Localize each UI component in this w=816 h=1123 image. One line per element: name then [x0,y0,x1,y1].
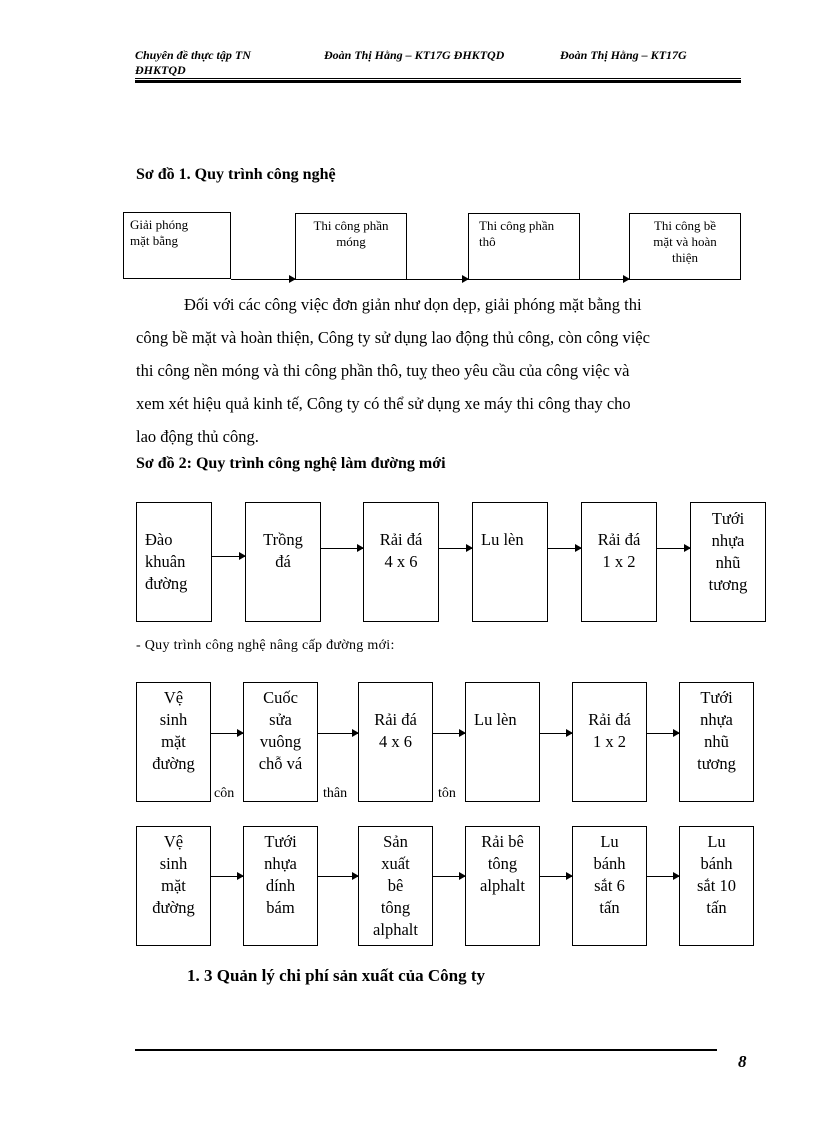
d2-arrow-5 [657,548,690,549]
d3-arrow-3 [433,733,465,734]
fragment-2: thân [323,786,348,801]
d1-step-3: Thi công phần thô [468,213,580,280]
diagram1-title: Sơ đồ 1. Quy trình công nghệ [136,166,336,183]
d4-arrow-2 [318,876,358,877]
d3-step-5: Rải đá 1 x 2 [572,682,647,802]
d2-arrow-4 [548,548,581,549]
footer-rule [135,1049,717,1051]
d4-step-1: Vệ sinh mặt đường [136,826,211,946]
d4-arrow-1 [211,876,243,877]
header-middle: Đoàn Thị Hằng – KT17G ĐHKTQD [324,48,505,62]
diagram2-title: Sơ đồ 2: Quy trình công nghệ làm đường mới [136,455,446,472]
d2-arrow-1 [212,556,245,557]
header-left-line2: ĐHKTQD [135,63,186,77]
d2-step-1: Đào khuân đường [136,502,212,622]
d4-step-3: Sản xuất bê tông alphalt [358,826,433,946]
section-title: 1. 3 Quản lý chi phí sản xuất của Công ty [187,966,486,985]
d2-step-6: Tưới nhựa nhũ tương [690,502,766,622]
d3-arrow-1 [211,733,243,734]
d2-step-4: Lu lèn [472,502,548,622]
body-paragraph: Đối với các công việc đơn giản như dọn dẹp, giải phóng mặt bằng thi công bề mặt và hoàn thiện, Công ty sử dụng lao động thủ công, còn công việc thi công nền móng và thi công phần thô, tuỵ theo yêu cầu của công việc và xem xét hiệu quả kinh tế, Công ty có thể sử dụng xe máy thi công thay cho lao động thủ công. [136,295,650,446]
d3-step-6: Tưới nhựa nhũ tương [679,682,754,802]
d1-step-4: Thi công bề mặt và hoàn thiện [629,213,741,280]
header-left-line1: Chuyên đề thực tập TN [135,48,251,62]
d4-arrow-5 [647,876,679,877]
d3-step-2: Cuốc sửa vuông chỗ vá [243,682,318,802]
d3-step-3: Rải đá 4 x 6 [358,682,433,802]
d3-arrow-2 [318,733,358,734]
header-rule-thin [135,78,741,79]
d3-arrow-4 [540,733,572,734]
d4-step-2: Tưới nhựa dính bám [243,826,318,946]
d3-step-1: Vệ sinh mặt đường [136,682,211,802]
fragment-1: côn [214,786,235,801]
d3-arrow-5 [647,733,679,734]
header-right: Đoàn Thị Hằng – KT17G [560,48,687,62]
page-number: 8 [738,1052,747,1071]
d1-arrow-3 [580,279,629,280]
d1-arrow-1 [231,279,295,280]
d2-step-5: Rải đá 1 x 2 [581,502,657,622]
d2-arrow-3 [439,548,472,549]
d2-step-3: Rải đá 4 x 6 [363,502,439,622]
d1-arrow-2 [407,279,468,280]
d4-step-6: Lu bánh sắt 10 tấn [679,826,754,946]
d4-step-4: Rải bê tông alphalt [465,826,540,946]
d1-step-2: Thi công phần móng [295,213,407,280]
d2-step-2: Trồng đá [245,502,321,622]
d4-step-5: Lu bánh sắt 6 tấn [572,826,647,946]
d4-arrow-3 [433,876,465,877]
d1-step-1: Giải phóng mặt bằng [123,212,231,279]
header-rule-thick [135,80,741,83]
d4-arrow-4 [540,876,572,877]
d2-arrow-2 [321,548,363,549]
d3-step-4: Lu lèn [465,682,540,802]
diagram3-title: - Quy trình công nghệ nâng cấp đường mới: [136,638,395,653]
fragment-3: tôn [438,786,456,801]
